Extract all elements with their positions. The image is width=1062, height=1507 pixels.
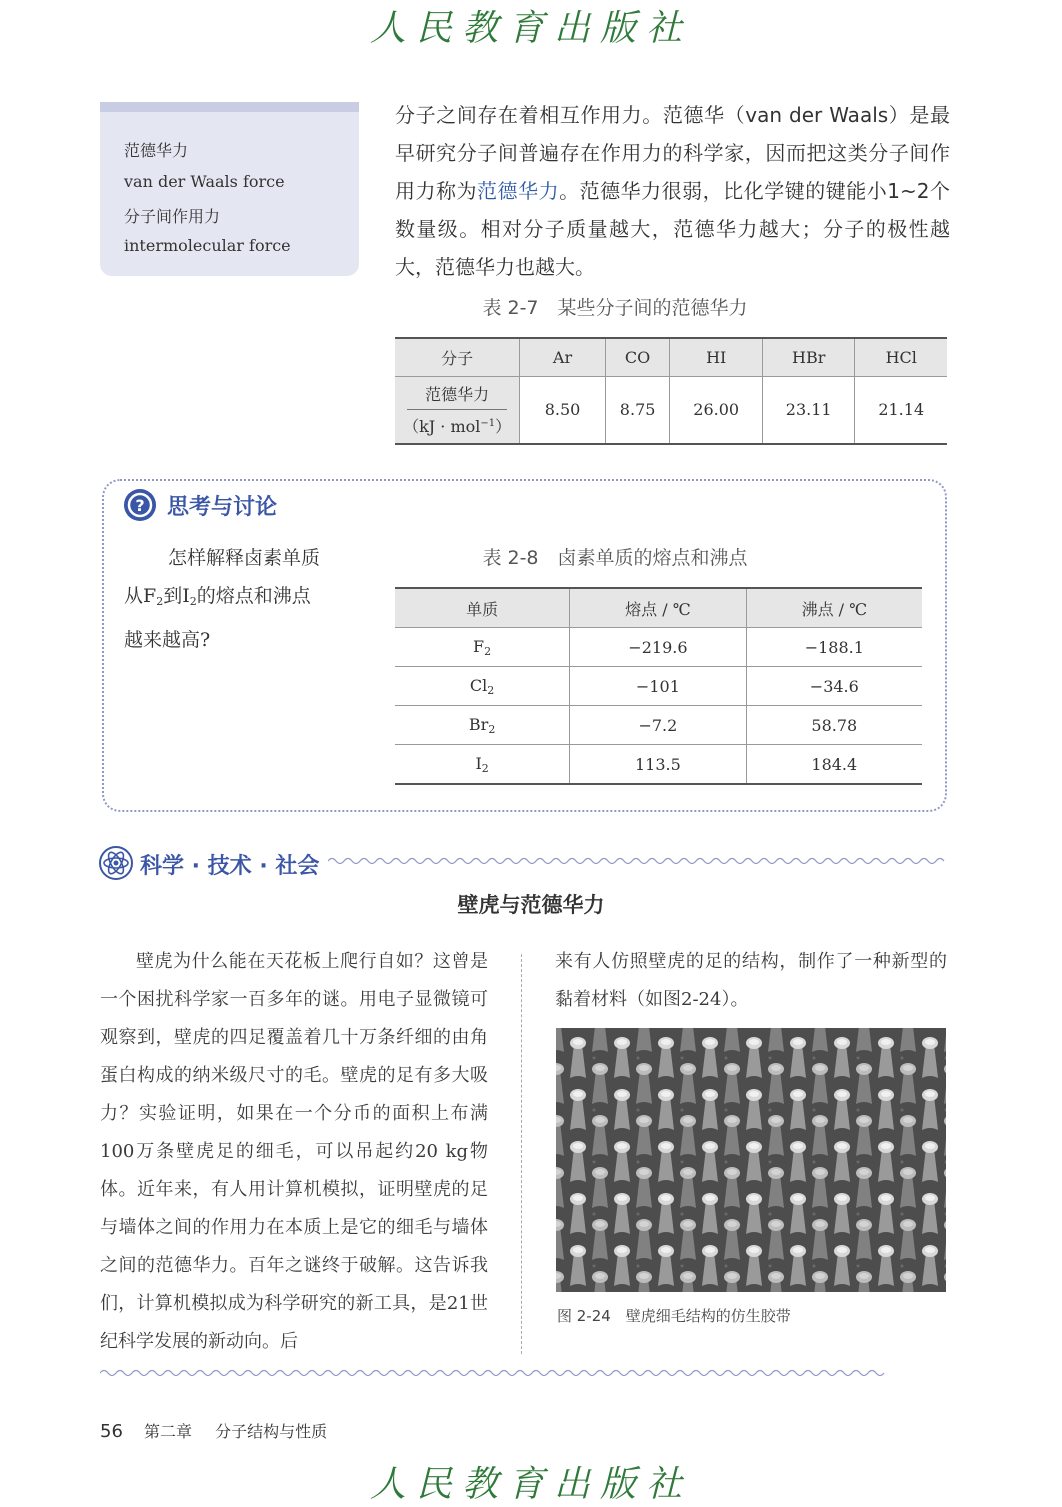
glossary-term-zh-1: 范德华力	[124, 141, 189, 160]
intro-text-1: 分子之间存在着相互作用力。范德华（van der Waals）是最早研究分子间普遍存在作用力的科学家，因而把这类分子间作用力称为	[395, 103, 950, 203]
glossary-sidebar	[100, 102, 359, 276]
table-row	[395, 628, 922, 667]
table-row	[395, 745, 922, 785]
publisher-watermark-bottom: 人民教育出版社	[369, 1464, 692, 1505]
article-title: 壁虎与范德华力	[457, 893, 605, 917]
table-cell: $F_2$	[395, 628, 570, 667]
chapter-title: 分子结构与性质	[215, 1422, 328, 1441]
table-cell: 26.00	[670, 376, 763, 444]
page-number: 56	[100, 1421, 123, 1442]
intro-paragraph	[395, 96, 950, 286]
table-2-7	[395, 337, 947, 445]
svg-text:?: ?	[135, 496, 145, 515]
intro-key-term: 范德华力	[477, 179, 560, 203]
chapter-label: 第二章	[144, 1422, 193, 1441]
table-header-cell: 单质	[395, 588, 570, 628]
row-label-top: 范德华力	[407, 382, 507, 410]
glossary-term-en-1: van der Waals force	[124, 172, 285, 191]
table-2-8-header-row	[395, 588, 922, 628]
glossary-term-en-2: intermolecular force	[124, 236, 291, 255]
page-footer	[100, 1419, 327, 1442]
table-2-8	[395, 587, 922, 785]
table-row	[395, 706, 922, 745]
section-title: 科学 · 技术 · 社会	[140, 854, 320, 879]
table-cell: 8.75	[605, 376, 670, 444]
gecko-tape-photo	[556, 1028, 946, 1292]
table-row	[395, 667, 922, 706]
atom-icon	[99, 846, 133, 880]
table-cell: $I_2$	[395, 745, 570, 785]
table-2-7-header-row	[395, 338, 947, 376]
table-2-7-data-row	[395, 376, 947, 444]
table-cell: $Br_2$	[395, 706, 570, 745]
table-cell: −34.6	[746, 667, 922, 706]
row-label-unit: （kJ · mol$^{-1}$）	[403, 417, 512, 437]
table-cell: −101	[570, 667, 746, 706]
figure-caption: 图 2-24 壁虎细毛结构的仿生胶带	[557, 1307, 791, 1325]
table-header-cell: HI	[670, 338, 763, 376]
glossary-term-zh-2: 分子间作用力	[124, 207, 221, 226]
article-column-right: 来有人仿照壁虎的足的结构，制作了一种新型的黏着材料（如图2-24）。	[555, 951, 947, 1010]
table-header-cell: CO	[605, 338, 670, 376]
question-line-1: 怎样解释卤素单质	[168, 547, 321, 569]
table-cell: 58.78	[746, 706, 922, 745]
table-header-cell: HBr	[762, 338, 855, 376]
question-line-2: 从$F_2$到$I_2$的熔点和沸点	[124, 585, 311, 608]
table-header-cell: 沸点 / ℃	[746, 588, 922, 628]
table-row-label	[395, 376, 520, 444]
discussion-icon	[123, 488, 157, 522]
table-cell: 8.50	[520, 376, 605, 444]
section-bottom-wave	[100, 1368, 946, 1378]
intro-text-2: 。范德华力很弱，比化学键的键能小1~2个数量级。相对分子质量越大，范德华力越大；分子的极性越大，范德华力也越大。	[395, 179, 950, 279]
table-cell: 184.4	[746, 745, 922, 785]
table-header-cell: 熔点 / ℃	[570, 588, 746, 628]
table-cell: $Cl_2$	[395, 667, 570, 706]
table-2-8-caption: 表 2-8 卤素单质的熔点和沸点	[482, 547, 748, 569]
table-cell: 23.11	[762, 376, 855, 444]
table-cell: 113.5	[570, 745, 746, 785]
question-line-3: 越来越高?	[124, 629, 211, 651]
table-header-cell: HCl	[855, 338, 947, 376]
article-column-left: 壁虎为什么能在天花板上爬行自如？这曾是一个困扰科学家一百多年的谜。用电子显微镜可观察到，壁虎的四足覆盖着几十万条纤细的由角蛋白构成的纳米级尺寸的毛。壁虎的足有多大吸力？实验证明，如果在一个分币的面积上布满100万条壁虎足的细毛，可以吊起约20 kg物体。近年来，有人用计算机模拟，证明壁虎的足与墙体之间的作用力在本质上是它的细毛与墙体之间的范德华力。百年之谜终于破解。这告诉我们，计算机模拟成为科学研究的新工具，是21世纪科学发展的新动向。后	[100, 951, 488, 1352]
gecko-pillar-array-image	[556, 1028, 946, 1292]
discussion-question	[124, 539, 354, 659]
table-2-7-caption: 表 2-7 某些分子间的范德华力	[482, 297, 748, 319]
section-divider-wave	[328, 856, 946, 866]
table-cell: −7.2	[570, 706, 746, 745]
table-header-cell: 分子	[395, 338, 520, 376]
table-cell: 21.14	[855, 376, 947, 444]
table-header-cell: Ar	[520, 338, 605, 376]
table-cell: −188.1	[746, 628, 922, 667]
table-cell: −219.6	[570, 628, 746, 667]
column-divider	[521, 954, 522, 1354]
discussion-title: 思考与讨论	[167, 495, 278, 520]
publisher-watermark-top: 人民教育出版社	[369, 8, 692, 49]
